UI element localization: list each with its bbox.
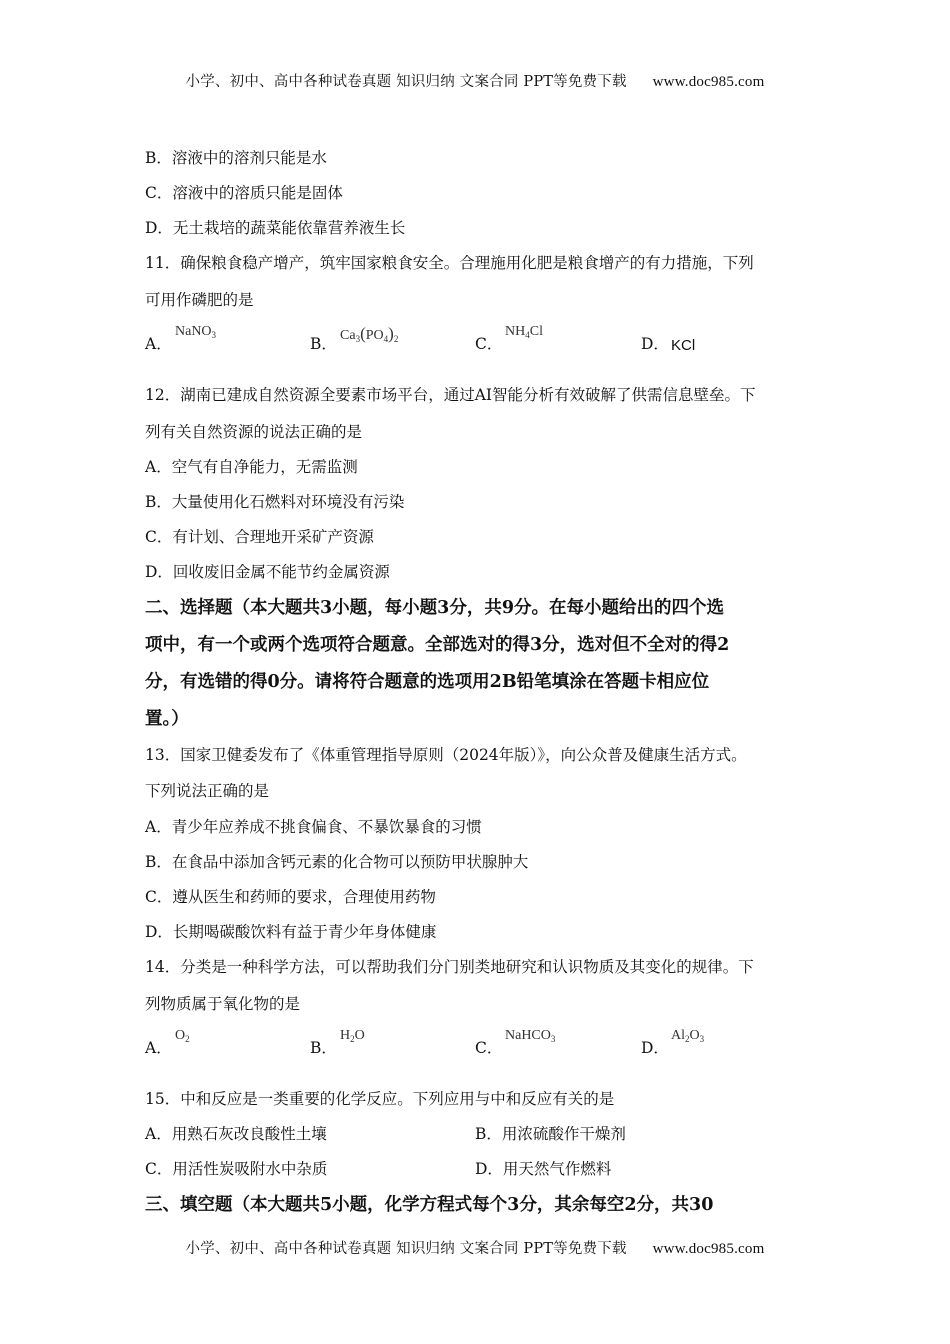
section2-heading-line1: 二、选择题（本大题共3小题，每小题3分，共9分。在每小题给出的四个选 <box>145 598 725 618</box>
q14-options <box>145 1028 825 1060</box>
q12-option-b: B．大量使用化石燃料对环境没有污染 <box>145 493 405 511</box>
header-text: 小学、初中、高中各种试卷真题 知识归纳 文案合同 PPT等免费下载 <box>185 74 627 90</box>
option-label: D． <box>641 335 669 353</box>
option-label: A． <box>145 335 172 353</box>
section2-heading-line2: 项中，有一个或两个选项符合题意。全部选对的得3分，选对但不全对的得2 <box>145 635 730 655</box>
page-footer <box>0 1237 950 1258</box>
formula-ca3po42: $Ca_3(PO_4)_2$ <box>340 324 399 344</box>
q15-row1 <box>145 1122 327 1144</box>
q15-stem: 15．中和反应是一类重要的化学反应。下列应用与中和反应有关的是 <box>145 1090 615 1108</box>
formula-kcl: KCl <box>671 337 696 354</box>
option-label: B． <box>310 335 337 353</box>
q11-stem-line1: 11．确保粮食稳产增产，筑牢国家粮食安全。合理施用化肥是粮食增产的有力措施，下列 <box>145 254 754 272</box>
q15-option-a: A．用熟石灰改良酸性土壤 <box>145 1125 327 1143</box>
q14-stem-line1: 14．分类是一种科学方法，可以帮助我们分门别类地研究和认识物质及其变化的规律。下 <box>145 958 754 976</box>
option-label: A． <box>145 1039 172 1057</box>
section3-heading-line1: 三、填空题（本大题共5小题，化学方程式每个3分，其余每空2分，共30 <box>145 1195 714 1215</box>
q10-option-d: D．无土栽培的蔬菜能依靠营养液生长 <box>145 219 406 237</box>
q10-option-c: C．溶液中的溶质只能是固体 <box>145 184 343 202</box>
formula-o2: $O_2$ <box>175 1028 190 1044</box>
q15-option-c: C．用活性炭吸附水中杂质 <box>145 1160 328 1178</box>
footer-text: 小学、初中、高中各种试卷真题 知识归纳 文案合同 PPT等免费下载 <box>185 1241 627 1257</box>
option-label: B． <box>310 1039 337 1057</box>
formula-h2o: $H_2O$ <box>340 1028 365 1044</box>
q10-option-b: B．溶液中的溶剂只能是水 <box>145 149 327 167</box>
q12-stem-line1: 12．湖南已建成自然资源全要素市场平台，通过AI智能分析有效破解了供需信息壁垒。下 <box>145 386 756 404</box>
q12-option-c: C．有计划、合理地开采矿产资源 <box>145 528 374 546</box>
footer-url[interactable]: www.doc985.com <box>652 1241 765 1257</box>
section2-heading-line4: 置。） <box>145 709 189 729</box>
q13-option-c: C．遵从医生和药师的要求，合理使用药物 <box>145 888 436 906</box>
section2-heading-line3: 分，有选错的得0分。请将符合题意的选项用2B铅笔填涂在答题卡相应位 <box>145 672 710 692</box>
q15-option-b: B．用浓硫酸作干燥剂 <box>475 1125 626 1143</box>
option-label: C． <box>475 335 503 353</box>
q13-option-b: B．在食品中添加含钙元素的化合物可以预防甲状腺肿大 <box>145 853 529 871</box>
q15-option-d: D．用天然气作燃料 <box>475 1160 612 1178</box>
formula-nahco3: NaHCO$_3$ <box>505 1028 556 1044</box>
q14-stem-line2: 列物质属于氧化物的是 <box>145 995 301 1013</box>
q11-stem-line2: 可用作磷肥的是 <box>145 291 254 309</box>
q12-stem-line2: 列有关自然资源的说法正确的是 <box>145 423 363 441</box>
formula-nh4cl: $NH_4Cl$ <box>505 324 543 340</box>
q11-options <box>145 324 825 356</box>
formula-nano3: NaNO$_3$ <box>175 324 217 340</box>
q12-option-a: A．空气有自净能力，无需监测 <box>145 458 358 476</box>
q12-option-d: D．回收废旧金属不能节约金属资源 <box>145 563 390 581</box>
q13-stem-line1: 13．国家卫健委发布了《体重管理指导原则（2024年版）》，向公众普及健康生活方式。 <box>145 746 747 764</box>
q13-option-d: D．长期喝碳酸饮料有益于青少年身体健康 <box>145 923 437 941</box>
formula-al2o3: $Al_2O_3$ <box>671 1028 705 1044</box>
option-label: D． <box>641 1039 669 1057</box>
option-label: C． <box>475 1039 503 1057</box>
q13-option-a: A．青少年应养成不挑食偏食、不暴饮暴食的习惯 <box>145 818 482 836</box>
header-url[interactable]: www.doc985.com <box>652 74 765 90</box>
q13-stem-line2: 下列说法正确的是 <box>145 782 270 800</box>
page-header <box>0 70 950 91</box>
